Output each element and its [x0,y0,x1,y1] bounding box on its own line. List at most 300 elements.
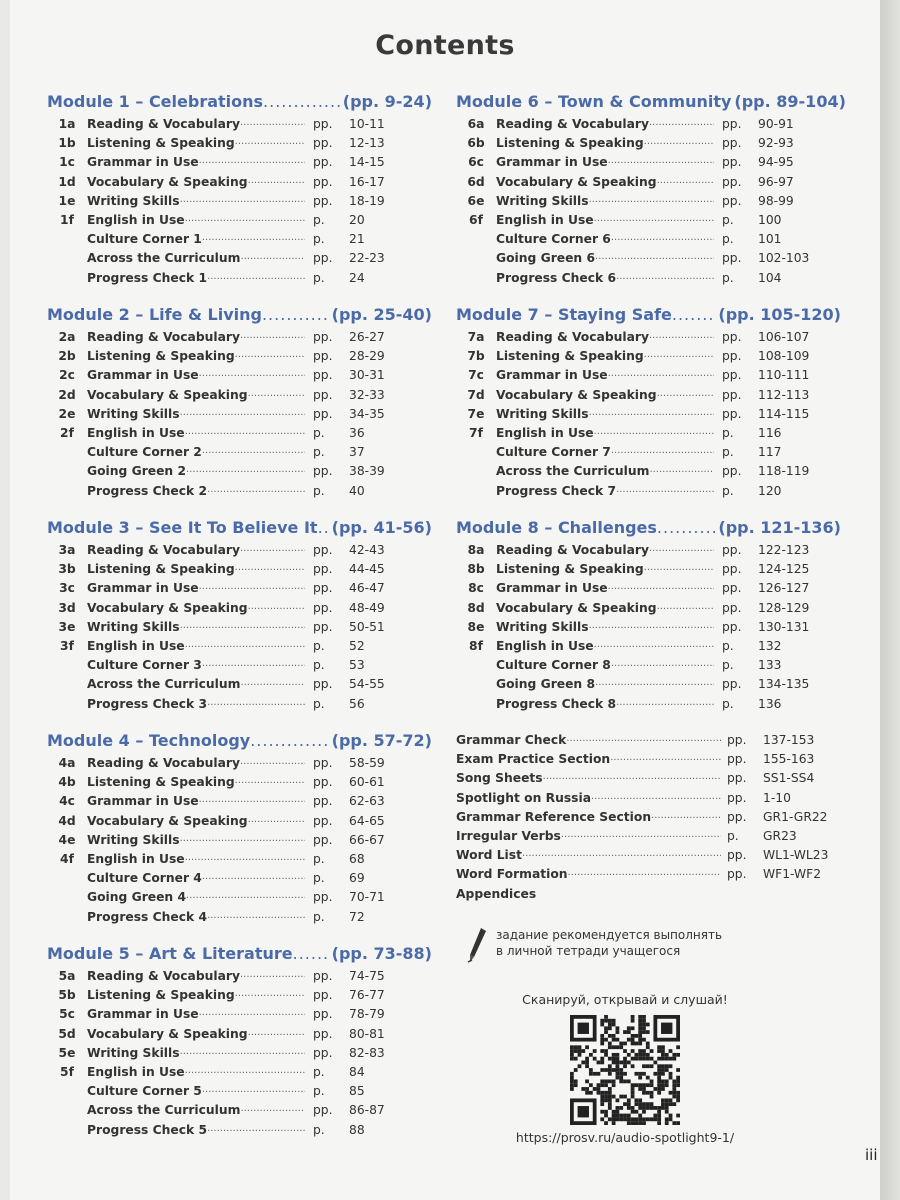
lesson-code: 5e [58,1045,76,1060]
page-abbrev: pp. [313,543,333,557]
leader-dots [649,543,714,557]
page-range: 68 [349,851,365,866]
page-abbrev: p. [313,658,325,673]
module-title: Module 2 – Life & Living [47,305,262,324]
page-range: 28-29 [349,349,385,364]
lesson-title-wrap [496,136,714,150]
page-range: 58-59 [349,756,385,770]
page-abbrev: pp. [313,775,333,790]
page-abbrev: pp. [722,464,742,479]
lesson-title: Writing Skills [496,406,589,421]
lesson-title: Listening & Speaking [87,988,235,1003]
page-abbrev: p. [313,270,325,285]
page-range: 76-77 [349,988,385,1003]
module-pages: (pp. 41-56) [331,518,432,537]
toc-row [47,271,432,290]
lesson-title: Reading & Vocabulary [496,543,649,557]
toc-row [47,232,432,251]
page-range: 12-13 [349,136,385,151]
page-abbrev: pp. [313,387,333,402]
page-range: 82-83 [349,1045,385,1060]
lesson-title: Culture Corner 2 [87,445,202,460]
toc-row [47,1065,432,1084]
toc-row [456,155,841,174]
toc-row [47,697,432,716]
module-heading [47,731,432,756]
page-abbrev: pp. [722,562,742,577]
lesson-code: 2f [60,425,74,440]
lesson-title: Grammar in Use [496,581,608,596]
module-block [456,518,841,731]
lesson-code: 4e [58,832,76,847]
module-heading [47,518,432,543]
page-abbrev: pp. [313,890,333,905]
leader-dots [180,407,305,421]
lesson-title: Writing Skills [87,193,180,208]
lesson-title: Grammar in Use [87,1007,199,1022]
page-abbrev: p. [722,696,734,711]
lesson-code: 5a [58,969,76,983]
lesson-title: Across the Curriculum [87,251,241,266]
page-range: 46-47 [349,581,385,596]
page-abbrev: pp. [313,406,333,421]
page-abbrev: pp. [313,155,333,170]
page-range: 100 [758,212,782,227]
page-abbrev: pp. [313,1007,333,1022]
toc-row [47,756,432,775]
leader-dots [235,349,305,363]
leader-dots [199,581,305,595]
lesson-title-wrap [87,1123,305,1137]
lesson-code: 4f [60,851,74,866]
lesson-title: Across the Curriculum [87,677,241,692]
toc-row [47,1103,432,1122]
leader-dots [185,639,305,653]
leader-dots [235,562,305,576]
page-range: 134-135 [758,677,810,692]
lesson-title-wrap [496,697,714,711]
toc-row [47,388,432,407]
lesson-title-wrap [496,407,714,421]
lesson-title: English in Use [496,638,594,653]
toc-row [456,213,841,232]
toc-row [47,484,432,503]
notebook-note [456,925,756,965]
toc-row [456,330,841,349]
lesson-title: Vocabulary & Speaking [87,387,248,402]
lesson-code: 5f [60,1064,74,1079]
appendix-row [456,752,841,771]
page-range: 50-51 [349,619,385,634]
lesson-title: Writing Skills [496,619,589,634]
leader-dots [180,1046,305,1060]
lesson-code: 8c [468,581,484,596]
page-abbrev: pp. [722,619,742,634]
leader-dots [595,677,714,691]
lesson-title-wrap [496,368,714,382]
toc-row [47,349,432,368]
page-abbrev: pp. [313,581,333,596]
lesson-code: 8d [467,600,485,615]
leader-dots [207,1123,305,1137]
page-abbrev: pp. [722,349,742,364]
page-abbrev: pp. [727,790,747,805]
toc-row [456,407,841,426]
page-abbrev: p. [722,638,734,653]
lesson-title-wrap [496,426,714,440]
lesson-title: Grammar in Use [87,155,199,170]
lesson-title: Progress Check 8 [496,696,617,711]
lesson-title-wrap [87,155,305,169]
audio-url[interactable]: https://prosv.ru/audio-spotlight9-1/ [515,1130,735,1145]
page-range: 74-75 [349,969,385,983]
lesson-title-wrap [496,388,714,402]
page-abbrev: pp. [313,349,333,364]
lesson-title-wrap [87,1103,305,1117]
toc-row [47,136,432,155]
lesson-code: 2a [58,330,76,344]
leader-dots [235,775,305,789]
lesson-title: Grammar in Use [496,368,608,383]
module-title: Module 8 – Challenges [456,518,657,537]
page-range: WL1-WL23 [763,848,829,863]
lesson-title-wrap [87,601,305,615]
leader-dots [608,155,714,169]
leader-dots [180,833,305,847]
lesson-title: Culture Corner 8 [496,658,611,673]
page-range: 136 [758,696,782,711]
leader-dots [608,368,714,382]
toc-row [456,349,841,368]
lesson-title-wrap [87,581,305,595]
lesson-title: Culture Corner 5 [87,1084,202,1099]
module-block [456,305,841,518]
lesson-title: Going Green 6 [496,251,596,266]
page-abbrev: p. [722,483,734,498]
page-range: 26-27 [349,330,385,344]
toc-row [47,543,432,562]
page-abbrev: p. [313,483,325,498]
page-abbrev: pp. [722,543,742,557]
page-abbrev: p. [722,270,734,285]
leader-dots [240,330,305,344]
leader-dots [186,890,305,904]
lesson-title-wrap [87,349,305,363]
lesson-code: 6f [469,212,483,227]
lesson-code: 8b [467,562,485,577]
lesson-title: Reading & Vocabulary [87,969,240,983]
lesson-title-wrap [87,1065,305,1079]
page-abbrev: p. [313,696,325,711]
toc-row [47,658,432,677]
leader-dots [611,445,714,459]
lesson-title: Grammar in Use [87,581,199,596]
lesson-title-wrap [87,852,305,866]
lesson-title-wrap [87,271,305,285]
page-range: 90-91 [758,117,794,131]
toc-row [47,910,432,929]
module-block [47,518,432,731]
leader-dots [672,305,716,324]
page-edge-shadow [880,0,900,1200]
page-range: 10-11 [349,117,385,131]
lesson-title: Listening & Speaking [87,562,235,577]
leader-dots [180,194,305,208]
page-abbrev: p. [313,871,325,886]
leader-dots [199,155,305,169]
page-abbrev: p. [313,638,325,653]
lesson-code: 6a [467,117,485,131]
leader-dots [180,620,305,634]
lesson-title-wrap [87,756,305,770]
page-range: 36 [349,425,365,440]
toc-row [456,620,841,639]
toc-row [47,833,432,852]
toc-row [456,658,841,677]
page-range: 92-93 [758,136,794,151]
lesson-code: 6c [468,155,484,170]
lesson-title-wrap [496,601,714,615]
page-range: 130-131 [758,619,810,634]
leader-dots [202,1084,305,1098]
toc-row [47,1123,432,1142]
lesson-title-wrap [496,543,714,557]
appendix-title: Irregular Verbs [456,828,561,843]
appendix-title: Exam Practice Section [456,752,611,767]
page-abbrev: p. [313,445,325,460]
page-range: 106-107 [758,330,810,344]
page-abbrev: p. [722,445,734,460]
lesson-title: English in Use [87,851,185,866]
page-range: SS1-SS4 [763,771,815,786]
lesson-title-wrap [87,251,305,265]
lesson-title-wrap [496,658,714,672]
toc-row [456,581,841,600]
lesson-title-wrap [87,620,305,634]
lesson-title: Reading & Vocabulary [87,543,240,557]
page-range: 44-45 [349,562,385,577]
toc-row [47,988,432,1007]
lesson-title-wrap [87,136,305,150]
page-range: 60-61 [349,775,385,790]
leader-dots [522,848,721,862]
module-block [47,305,432,518]
page-abbrev: pp. [313,174,333,189]
lesson-code: 1f [60,212,74,227]
toc-row [456,697,841,716]
lesson-title-wrap [87,969,305,983]
toc-row [47,155,432,174]
toc-row [47,871,432,890]
page-abbrev: p. [313,212,325,227]
lesson-title-wrap [496,271,714,285]
appendix-row [456,791,841,810]
lesson-title: Across the Curriculum [496,464,650,479]
leader-dots [561,829,721,843]
lesson-title: Listening & Speaking [87,775,235,790]
page-range: 84 [349,1064,365,1079]
toc-row [47,852,432,871]
page-abbrev: pp. [313,677,333,692]
leader-dots [649,117,714,131]
leader-dots [240,1103,305,1117]
leader-dots [644,136,714,150]
leader-dots [240,756,305,770]
page-abbrev: pp. [722,406,742,421]
page-range: 118-119 [758,464,810,479]
lesson-title-wrap [87,562,305,576]
page-abbrev: p. [313,851,325,866]
toc-row [456,543,841,562]
lesson-title: Progress Check 5 [87,1122,208,1137]
lesson-title: Listening & Speaking [87,136,235,151]
page-abbrev: pp. [313,832,333,847]
module-pages: (pp. 89-104) [734,92,846,111]
toc-row [47,677,432,696]
page-range: 70-71 [349,890,385,905]
page-abbrev: pp. [313,330,333,344]
page-abbrev: p. [722,425,734,440]
page-abbrev: pp. [313,193,333,208]
leader-dots [566,733,721,747]
lesson-title-wrap [496,155,714,169]
page-range: 114-115 [758,406,810,421]
page-range: 94-95 [758,155,794,170]
module-title: Module 4 – Technology [47,731,251,750]
lesson-title-wrap [87,484,305,498]
toc-row [47,1027,432,1046]
lesson-title-wrap [87,175,305,189]
appendix-title: Grammar Reference Section [456,809,652,824]
page-range: 108-109 [758,349,810,364]
lesson-code: 2c [59,368,75,383]
page-abbrev: pp. [722,368,742,383]
lesson-title-wrap [496,349,714,363]
leader-dots [611,232,714,246]
toc-row [47,368,432,387]
toc-row [47,581,432,600]
lesson-code: 4a [58,756,76,770]
leader-dots [594,639,714,653]
lesson-code: 3c [59,581,75,596]
lesson-title-wrap [496,213,714,227]
appendix-title-wrap [456,829,721,843]
lesson-title-wrap [87,232,305,246]
appendix-row [456,887,841,906]
page-abbrev: p. [722,232,734,247]
appendix-title: Song Sheets [456,771,543,786]
lesson-code: 1a [58,117,76,131]
toc-row [456,677,841,696]
module-heading [47,944,432,969]
lesson-title-wrap [87,814,305,828]
lesson-code: 6d [467,174,485,189]
leader-dots [202,871,305,885]
leader-dots [235,136,305,150]
toc-row [47,251,432,270]
lesson-title-wrap [87,117,305,131]
page-range: 86-87 [349,1103,385,1118]
lesson-code: 1e [58,193,76,208]
lesson-title: Reading & Vocabulary [87,756,240,770]
leader-dots [657,388,714,402]
toc-row [47,194,432,213]
leader-dots [199,368,305,382]
lesson-title: Across the Curriculum [87,1103,241,1118]
toc-row [456,251,841,270]
appendix-list [456,733,841,906]
leader-dots [651,810,721,824]
page-range: 132 [758,638,782,653]
module-block [47,731,432,944]
toc-row [47,426,432,445]
lesson-code: 5b [58,988,76,1003]
leader-dots [202,232,305,246]
leader-dots [186,464,305,478]
leader-dots [185,213,305,227]
leader-dots [185,426,305,440]
lesson-code: 3f [60,638,74,653]
page-abbrev: pp. [313,1045,333,1060]
lesson-code: 2e [58,406,76,421]
lesson-title-wrap [87,445,305,459]
lesson-title-wrap [87,910,305,924]
lesson-code: 7d [467,387,485,402]
qr-code[interactable] [570,1015,680,1125]
appendix-title: Word List [456,848,522,863]
appendix-title: Appendices [456,886,537,901]
toc-row [456,232,841,251]
leader-dots [207,697,305,711]
page-range: 80-81 [349,1026,385,1041]
page-range: 78-79 [349,1007,385,1022]
lesson-code: 4b [58,775,76,790]
leader-dots [610,752,721,766]
page-range: 37 [349,445,365,460]
lesson-title-wrap [87,1027,305,1041]
lesson-code: 7e [467,406,485,421]
lesson-title: Progress Check 6 [496,270,617,285]
lesson-title: Reading & Vocabulary [87,330,240,344]
lesson-code: 6e [467,193,485,208]
lesson-title: Writing Skills [87,1045,180,1060]
lesson-title-wrap [87,833,305,847]
leader-dots [649,330,714,344]
page-range: 54-55 [349,677,385,692]
lesson-code: 3b [58,562,76,577]
appendix-title: Word Formation [456,867,568,882]
page [10,0,880,1200]
lesson-title: Going Green 4 [87,890,187,905]
page-abbrev: pp. [313,813,333,828]
page-range: 102-103 [758,251,810,266]
lesson-title-wrap [87,794,305,808]
toc-row [47,213,432,232]
lesson-title-wrap [87,1007,305,1021]
page-abbrev: pp. [727,809,747,824]
lesson-title: English in Use [87,638,185,653]
lesson-title: Vocabulary & Speaking [496,600,657,615]
toc-row [47,620,432,639]
lesson-code: 6b [467,136,485,151]
page-range: 1-10 [763,790,791,805]
page-range: 116 [758,425,782,440]
toc-row [456,445,841,464]
lesson-title-wrap [496,581,714,595]
lesson-title: Reading & Vocabulary [87,117,240,131]
module-block [456,92,846,305]
page-abbrev: pp. [727,867,747,882]
